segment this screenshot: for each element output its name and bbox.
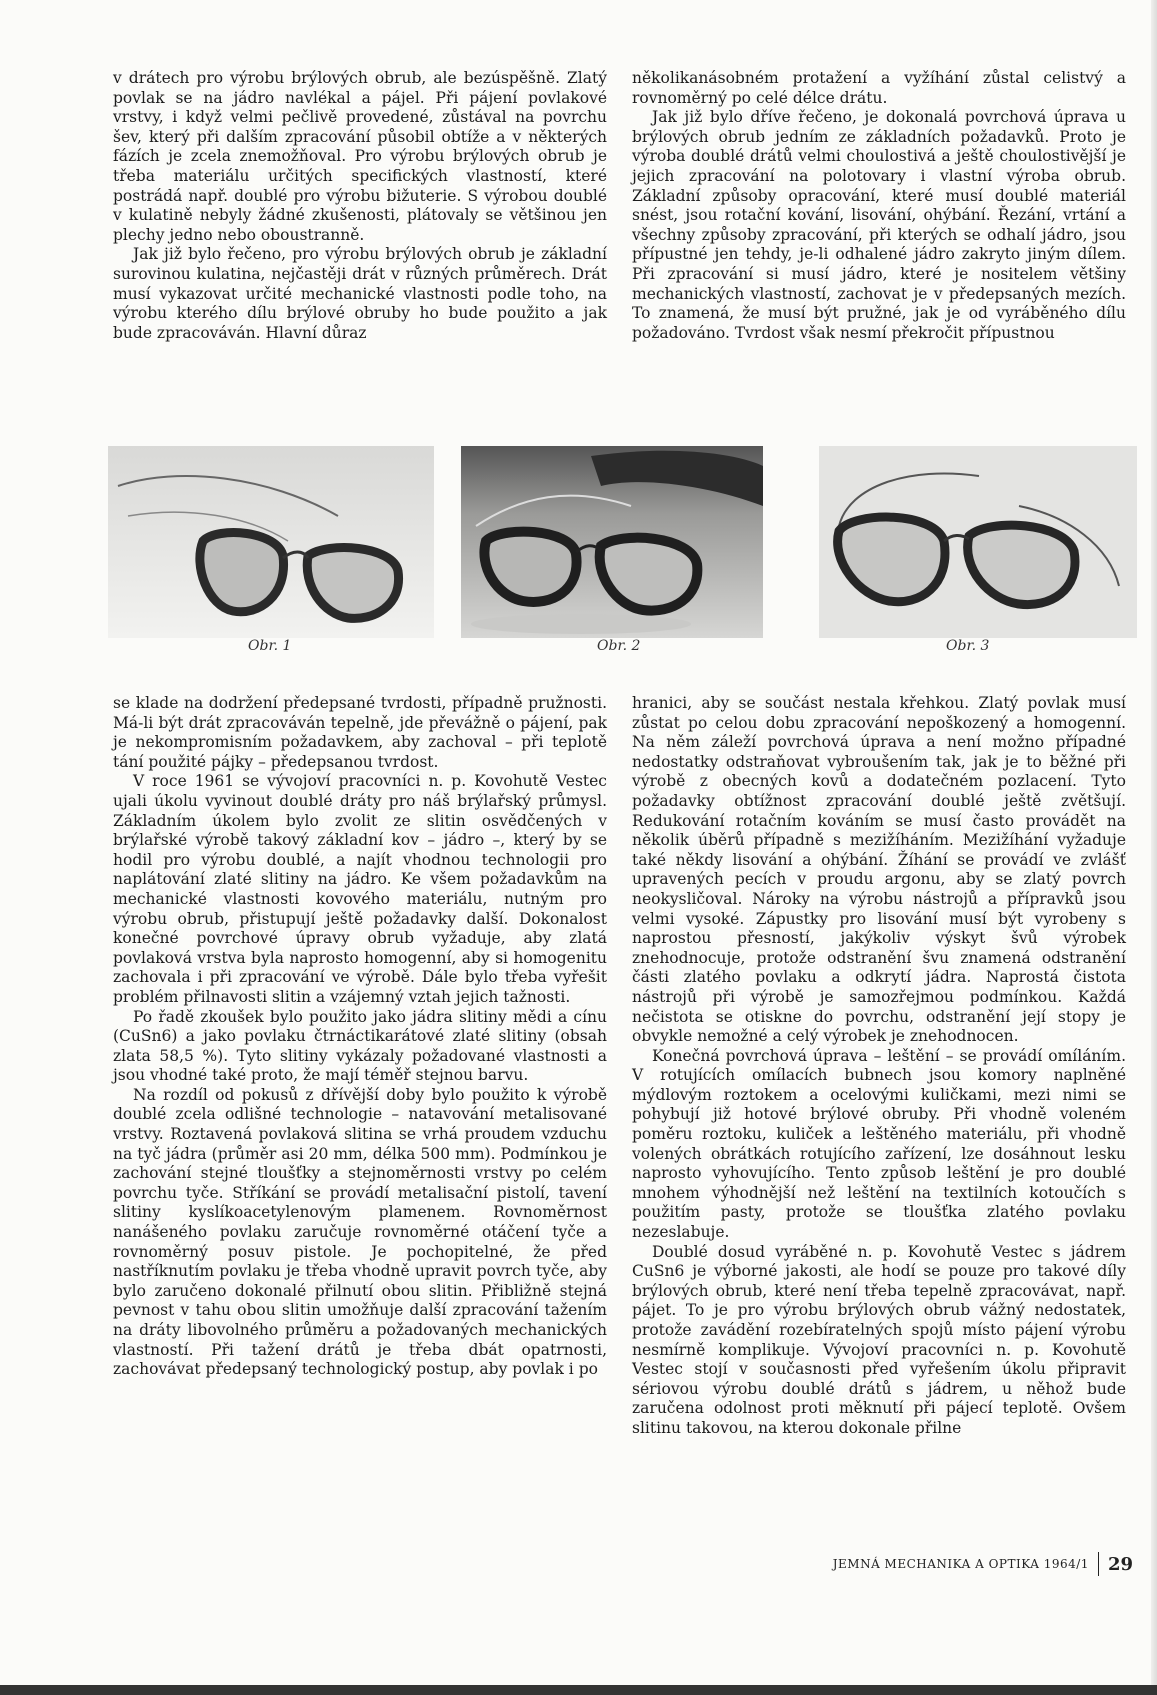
paragraph: V roce 1961 se vývojoví pracovníci n. p. Kovohutě Vestec ujali úkolu vyvinout doublé dráty pro náš brýlařský průmysl. Základním úkolem bylo zvolit ze slitin osvědčených v brýlařské výrobě takový základní kov – jádro –, který by se hodil pro výrobu doublé, a najít vhodnou technologii pro naplátování zlaté slitiny na jádro. Ke všem požadavkům na mechanické vlastnosti kovového materiálu, nutným pro výrobu obrub, přistupují ještě požadavky další. Dokonalost konečné povrchové úpravy obrub vyžaduje, aby zlatá povlaková vrstva byla naprosto homogenní, aby si homogenitu zachovala i při zpracování ve výrobě. Dále bylo třeba vyřešit problém přilnavosti slitin a vzájemný vztah jejich tažnosti. bbox=[113, 772, 607, 1006]
column-bottom-right bbox=[632, 694, 1126, 1439]
paragraph: Konečná povrchová úprava – leštění – se provádí omíláním. V rotujících omílacích bubnech jsou komory naplněné mýdlovým roztokem a ocelovými kuličkami, mezi nimi se pohybují již hotové brýlové obruby. Při vhodně voleném poměru roztoku, kuliček a leštěného materiálu, při vhodně volených obrátkách rotujícího zařízení, lze dosáhnout lesku naprosto vyhovujícího. Tento způsob leštění je pro doublé mnohem výhodnější než leštění na textilních kotoučích s použitím pasty, protože se tloušťka zlatého povlaku nezeslabuje. bbox=[632, 1046, 1126, 1242]
column-bottom-left bbox=[113, 694, 607, 1380]
figure-2-caption: Obr. 2 bbox=[597, 638, 641, 654]
paragraph: Jak již bylo dříve řečeno, je dokonalá povrchová úprava u brýlových obrub jedním ze základních požadavků. Proto je výroba doublé drátů velmi choulostivá a ještě choulostivější je jejich zpracování na polotovary i vlastní výroba obrub. Základní způsoby opracování, které musí doublé materiál snést, jsou rotační kování, lisování, ohýbání. Řezání, vrtání a všechny způsoby zpracování, při kterých se odhalí jádro, jsou přípustné jen tehdy, je-li odhalené jádro zakryto jiným dílem. Při zpracování si musí jádro, které je nositelem většiny mechanických vlastností, zachovat je v předepsaných mezích. To znamená, že musí být pružné, jak je od vyráběného dílu požadováno. Tvrdost však nesmí překročit přípustnou bbox=[632, 108, 1126, 342]
paragraph: Jak již bylo řečeno, pro výrobu brýlových obrub je základní surovinou kulatina, nejčastěji drát v různých průměrech. Drát musí vykazovat určité mechanické vlastnosti podle toho, na výrobu kterého dílu brýlové obruby ho bude použito a jak bude zpracováván. Hlavní důraz bbox=[113, 245, 607, 342]
paragraph: Na rozdíl od pokusů z dřívější doby bylo použito k výrobě doublé zcela odlišné technologie – natavování metalisované vrstvy. Roztavená povlaková slitina se vrhá proudem vzduchu na tyč jádra (průměr asi 20 mm, délka 500 mm). Podmínkou je zachování stejné tloušťky a stejnoměrnosti vrstvy po celém povrchu tyče. Stříkání se provádí metalisační pistolí, tavení slitiny kyslíkoacetylenovým plamenem. Rovnoměrnost nanášeného povlaku zaručuje rovnoměrné otáčení tyče a rovnoměrný posuv pistole. Je pochopitelné, že před nastříknutím povlaku je třeba vhodně upravit povrch tyče, aby bylo zaručeno dokonalé přilnutí obou slitin. Přibližně stejná pevnost v tahu obou slitin umožňuje další zpracování tažením na dráty libovolného průměru a požadovaných mechanických vlastností. Při tažení drátů je třeba dbát opatrnosti, zachovávat předepsaný technologický postup, aby povlak i po bbox=[113, 1085, 607, 1379]
footer-divider bbox=[1098, 1552, 1099, 1576]
paragraph: hranici, aby se součást nestala křehkou. Zlatý povlak musí zůstat po celou dobu zpracování nepoškozený a homogenní. Na něm záleží povrchová úprava a není možno případné nedostatky odstraňovat vybroušením tak, jak je to běžné při výrobě z obecných kovů a dodatečném pozlacení. Tyto požadavky obtížnost zpracování doublé ještě zvětšují. Redukování rotačním kováním se musí často provádět na několik úběrů případně s mezižíháním. Mezižíhání vyžaduje také někdy lisování a ohýbání. Žíhání se provádí ve zvlášť upravených pecích v proudu argonu, aby se zlatý povrch neokysličoval. Nároky na výrobu nástrojů a přípravků jsou velmi vysoké. Zápustky pro lisování musí být vyrobeny s naprostou přesností, jakýkoliv výskyt švů výrobek znehodnocuje, protože odstranění švu znamená odstranění části zlatého povlaku a odkrytí jádra. Naprostá čistota nástrojů při výrobě je samozřejmou podmínkou. Každá nečistota se otiskne do povrchu, odstranění její stopy je obvykle nemožné a celý výrobek je znehodnocen. bbox=[632, 694, 1126, 1046]
column-top-right bbox=[632, 69, 1126, 343]
figure-1-photo bbox=[108, 446, 434, 638]
figure-3-photo bbox=[819, 446, 1137, 638]
paragraph: v drátech pro výrobu brýlových obrub, ale bezúspěšně. Zlatý povlak se na jádro navlékal a pájel. Při pájení povlakové vrstvy, i když velmi pečlivě provedené, zůstával na povrchu šev, který při dalším zpracování působil obtíže a v některých fázích je zcela znemožňoval. Pro výrobu brýlových obrub je třeba materiálu určitých specifických vlastností, které postrádá např. doublé pro výrobu bižuterie. S výrobou doublé v kulatině nebyly žádné zkušenosti, plátovaly se většinou jen plechy jedno nebo oboustranně. bbox=[113, 69, 607, 244]
journal-title: JEMNÁ MECHANIKA A OPTIKA 1964/1 bbox=[832, 1557, 1089, 1571]
paragraph: Doublé dosud vyráběné n. p. Kovohutě Vestec s jádrem CuSn6 je výborné jakosti, ale hodí se pouze pro takové díly brýlových obrub, které není třeba tepelně zpracovávat, např. pájet. To je pro výrobu brýlových obrub vážný nedostatek, protože zavádění rozebíratelných spojů místo pájení výrobu nesmírně komplikuje. Vývojoví pracovníci n. p. Kovohutě Vestec stojí v současnosti před vyřešením úkolu připravit sériovou výrobu doublé drátů s jádrem, u něhož bude zaručena odolnost proti měknutí při pájecí teplotě. Ovšem slitinu takovou, na kterou dokonale přilne bbox=[632, 1242, 1126, 1437]
paragraph: Po řadě zkoušek bylo použito jako jádra slitiny mědi a cínu (CuSn6) a jako povlaku čtrnáctikarátové zlaté slitiny (obsah zlata 58,5 %). Tyto slitiny vykázaly požadované vlastnosti a jsou vhodné také proto, že mají téměř stejnou barvu. bbox=[113, 1007, 607, 1085]
page-number: 29 bbox=[1107, 1553, 1133, 1575]
figure-1-caption: Obr. 1 bbox=[248, 638, 292, 654]
page-edge bbox=[1151, 0, 1157, 1695]
figure-2-photo bbox=[461, 446, 763, 638]
scan-bottom-band bbox=[0, 1685, 1157, 1695]
column-top-left bbox=[113, 69, 607, 343]
paragraph: několikanásobném protažení a vyžíhání zůstal celistvý a rovnoměrný po celé délce drátu. bbox=[632, 69, 1126, 107]
paragraph: se klade na dodržení předepsané tvrdosti, případně pružnosti. Má-li být drát zpracováván tepelně, jde převážně o pájení, pak je nekompromisním požadavkem, aby zachoval – při teplotě tání použité pájky – předepsanou tvrdost. bbox=[113, 694, 607, 771]
page-footer bbox=[833, 1552, 1133, 1576]
figure-3-caption: Obr. 3 bbox=[946, 638, 990, 654]
